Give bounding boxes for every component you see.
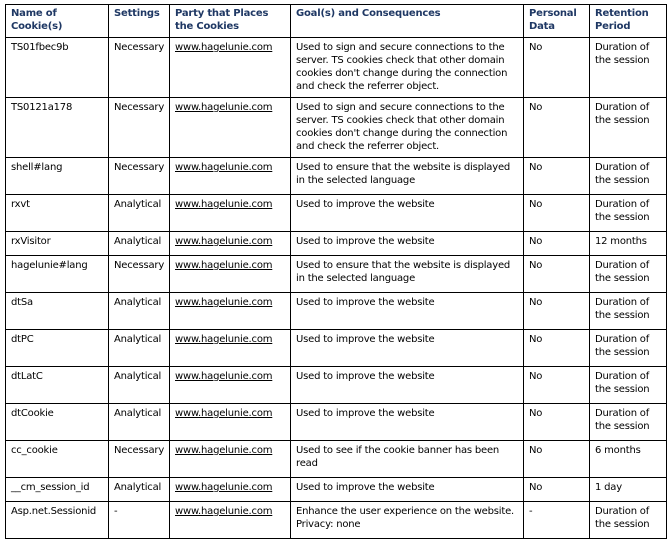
cookie-goal: Used to see if the cookie banner has been read xyxy=(291,441,524,478)
cookie-goal: Used to improve the website xyxy=(291,195,524,232)
personal-data: No xyxy=(524,232,590,256)
cookie-name: TS0121a178 xyxy=(6,98,109,158)
table-row xyxy=(6,367,667,404)
cookie-settings: Analytical xyxy=(109,293,170,330)
table-row xyxy=(6,256,667,293)
cookie-goal: Used to improve the website xyxy=(291,367,524,404)
retention-period: Duration of the session xyxy=(590,293,667,330)
table-row xyxy=(6,330,667,367)
party-link[interactable]: www.hagelunie.com xyxy=(170,195,291,232)
cookie-goal: Enhance the user experience on the website. Privacy: none xyxy=(291,502,524,539)
party-link[interactable]: www.hagelunie.com xyxy=(170,478,291,502)
cookie-table-container xyxy=(5,4,667,539)
table-row xyxy=(6,38,667,98)
cookie-settings: Necessary xyxy=(109,256,170,293)
cookie-settings: Analytical xyxy=(109,195,170,232)
cookie-settings: - xyxy=(109,502,170,539)
retention-period: Duration of the session xyxy=(590,404,667,441)
cookie-settings: Analytical xyxy=(109,330,170,367)
table-row xyxy=(6,195,667,232)
party-link[interactable]: www.hagelunie.com xyxy=(170,404,291,441)
cookie-goal: Used to improve the website xyxy=(291,404,524,441)
personal-data: No xyxy=(524,158,590,195)
cookie-goal: Used to sign and secure connections to the server. TS cookies check that other domain cookies don't change during the connection and check the referrer object. xyxy=(291,98,524,158)
retention-period: 1 day xyxy=(590,478,667,502)
cookie-name: rxVisitor xyxy=(6,232,109,256)
cookie-settings: Analytical xyxy=(109,404,170,441)
retention-period: 12 months xyxy=(590,232,667,256)
party-link[interactable]: www.hagelunie.com xyxy=(170,98,291,158)
cookie-name: dtSa xyxy=(6,293,109,330)
cookie-name: shell#lang xyxy=(6,158,109,195)
party-link[interactable]: www.hagelunie.com xyxy=(170,293,291,330)
header-settings: Settings xyxy=(109,5,170,38)
table-row xyxy=(6,158,667,195)
personal-data: - xyxy=(524,502,590,539)
cookie-goal: Used to improve the website xyxy=(291,478,524,502)
retention-period: Duration of the session xyxy=(590,256,667,293)
personal-data: No xyxy=(524,256,590,293)
cookie-table xyxy=(5,4,667,539)
cookie-name: dtCookie xyxy=(6,404,109,441)
retention-period: Duration of the session xyxy=(590,367,667,404)
cookie-name: __cm_session_id xyxy=(6,478,109,502)
table-header-row xyxy=(6,5,667,38)
cookie-name: cc_cookie xyxy=(6,441,109,478)
retention-period: Duration of the session xyxy=(590,195,667,232)
retention-period: Duration of the session xyxy=(590,502,667,539)
cookie-goal: Used to improve the website xyxy=(291,330,524,367)
personal-data: No xyxy=(524,330,590,367)
personal-data: No xyxy=(524,404,590,441)
party-link[interactable]: www.hagelunie.com xyxy=(170,441,291,478)
party-link[interactable]: www.hagelunie.com xyxy=(170,502,291,539)
cookie-goal: Used to ensure that the website is displayed in the selected language xyxy=(291,256,524,293)
cookie-name: Asp.net.Sessionid xyxy=(6,502,109,539)
party-link[interactable]: www.hagelunie.com xyxy=(170,232,291,256)
retention-period: Duration of the session xyxy=(590,158,667,195)
retention-period: 6 months xyxy=(590,441,667,478)
party-link[interactable]: www.hagelunie.com xyxy=(170,367,291,404)
personal-data: No xyxy=(524,195,590,232)
table-row xyxy=(6,232,667,256)
cookie-goal: Used to improve the website xyxy=(291,293,524,330)
cookie-settings: Analytical xyxy=(109,367,170,404)
table-row xyxy=(6,404,667,441)
party-link[interactable]: www.hagelunie.com xyxy=(170,158,291,195)
table-row xyxy=(6,502,667,539)
personal-data: No xyxy=(524,478,590,502)
cookie-settings: Necessary xyxy=(109,158,170,195)
cookie-settings: Necessary xyxy=(109,98,170,158)
header-name: Name of Cookie(s) xyxy=(6,5,109,38)
cookie-name: TS01fbec9b xyxy=(6,38,109,98)
table-row xyxy=(6,98,667,158)
cookie-settings: Necessary xyxy=(109,441,170,478)
cookie-settings: Analytical xyxy=(109,232,170,256)
cookie-goal: Used to sign and secure connections to the server. TS cookies check that other domain cookies don't change during the connection and check the referrer object. xyxy=(291,38,524,98)
party-link[interactable]: www.hagelunie.com xyxy=(170,330,291,367)
retention-period: Duration of the session xyxy=(590,98,667,158)
personal-data: No xyxy=(524,441,590,478)
header-goal: Goal(s) and Consequences xyxy=(291,5,524,38)
personal-data: No xyxy=(524,38,590,98)
table-row xyxy=(6,293,667,330)
cookie-name: rxvt xyxy=(6,195,109,232)
retention-period: Duration of the session xyxy=(590,38,667,98)
cookie-name: dtLatC xyxy=(6,367,109,404)
personal-data: No xyxy=(524,98,590,158)
header-retention: Retention Period xyxy=(590,5,667,38)
cookie-goal: Used to ensure that the website is displayed in the selected language xyxy=(291,158,524,195)
party-link[interactable]: www.hagelunie.com xyxy=(170,38,291,98)
cookie-settings: Analytical xyxy=(109,478,170,502)
cookie-goal: Used to improve the website xyxy=(291,232,524,256)
table-row xyxy=(6,478,667,502)
retention-period: Duration of the session xyxy=(590,330,667,367)
header-party: Party that Places the Cookies xyxy=(170,5,291,38)
table-row xyxy=(6,441,667,478)
party-link[interactable]: www.hagelunie.com xyxy=(170,256,291,293)
cookie-name: dtPC xyxy=(6,330,109,367)
personal-data: No xyxy=(524,293,590,330)
cookie-name: hagelunie#lang xyxy=(6,256,109,293)
header-personal-data: Personal Data xyxy=(524,5,590,38)
personal-data: No xyxy=(524,367,590,404)
cookie-settings: Necessary xyxy=(109,38,170,98)
